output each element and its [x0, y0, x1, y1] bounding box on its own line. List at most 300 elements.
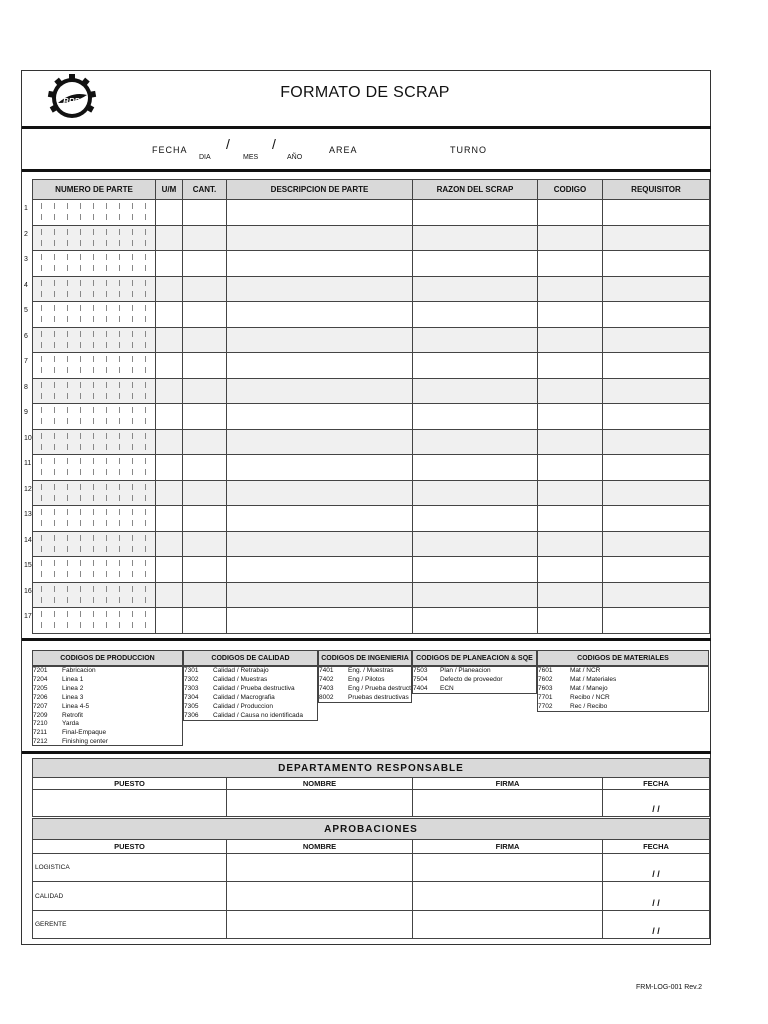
digit-box-tick — [119, 214, 120, 220]
digit-box-tick — [132, 560, 133, 566]
scrap-table-header — [33, 180, 710, 200]
cell-um[interactable] — [156, 455, 183, 481]
cell-codigo[interactable] — [538, 506, 603, 532]
cell-cant[interactable] — [183, 582, 227, 608]
digit-box-tick — [93, 291, 94, 297]
digit-box-tick — [145, 240, 146, 246]
digit-box-tick — [67, 546, 68, 552]
cell-um[interactable] — [156, 327, 183, 353]
col-um: U/M — [156, 180, 183, 200]
cell-um[interactable] — [156, 276, 183, 302]
code-label: Defecto de proveedor — [440, 675, 503, 683]
cell-um[interactable] — [156, 353, 183, 379]
cell-requisitor[interactable] — [603, 225, 710, 251]
cell-razon[interactable] — [413, 302, 538, 328]
col-cant: CANT. — [183, 180, 227, 200]
cell-codigo[interactable] — [538, 200, 603, 226]
digit-box-tick — [54, 458, 55, 464]
digit-box-tick — [106, 458, 107, 464]
digit-box-tick — [106, 407, 107, 413]
cell-razon[interactable] — [413, 327, 538, 353]
digit-box-tick — [80, 342, 81, 348]
cell-requisitor[interactable] — [603, 404, 710, 430]
digit-box-tick — [80, 571, 81, 577]
digit-box-tick — [119, 265, 120, 271]
apr-gerente-firma[interactable] — [413, 911, 603, 939]
cell-numero-parte[interactable] — [33, 429, 156, 455]
digit-box-tick — [54, 393, 55, 399]
digit-box-tick — [80, 291, 81, 297]
cell-numero-parte[interactable] — [33, 327, 156, 353]
digit-box-tick — [106, 546, 107, 552]
cell-cant[interactable] — [183, 429, 227, 455]
col-requisitor: REQUISITOR — [603, 180, 710, 200]
digit-box-tick — [67, 520, 68, 526]
cell-requisitor[interactable] — [603, 531, 710, 557]
row-number: 11 — [24, 460, 32, 467]
code-number: 7306 — [184, 711, 199, 719]
cell-descripcion[interactable] — [227, 225, 413, 251]
cell-descripcion[interactable] — [227, 455, 413, 481]
code-label: ECN — [440, 684, 454, 692]
cell-codigo[interactable] — [538, 582, 603, 608]
digit-box-tick — [80, 214, 81, 220]
cell-razon[interactable] — [413, 506, 538, 532]
cell-cant[interactable] — [183, 455, 227, 481]
cell-descripcion[interactable] — [227, 531, 413, 557]
digit-box-tick — [119, 444, 120, 450]
digit-box-tick — [93, 495, 94, 501]
digit-box-tick — [119, 331, 120, 337]
apr-calidad-nombre[interactable] — [227, 882, 413, 911]
digit-box-tick — [106, 622, 107, 628]
digit-box-tick — [54, 229, 55, 235]
cell-numero-parte[interactable] — [33, 353, 156, 379]
code-label: Finishing center — [62, 738, 108, 746]
digit-box-tick — [132, 484, 133, 490]
digit-box-tick — [80, 407, 81, 413]
digit-box-tick — [93, 597, 94, 603]
digit-box-tick — [145, 433, 146, 439]
digit-box-tick — [41, 611, 42, 617]
digit-box-tick — [80, 240, 81, 246]
digit-box-tick — [119, 520, 120, 526]
cell-descripcion[interactable] — [227, 327, 413, 353]
digit-box-tick — [119, 316, 120, 322]
cell-descripcion[interactable] — [227, 302, 413, 328]
digit-box-tick — [54, 291, 55, 297]
digit-box-tick — [80, 509, 81, 515]
cell-requisitor[interactable] — [603, 378, 710, 404]
digit-box-tick — [145, 571, 146, 577]
cell-descripcion[interactable] — [227, 276, 413, 302]
digit-box-tick — [41, 433, 42, 439]
cell-codigo[interactable] — [538, 327, 603, 353]
cell-um[interactable] — [156, 225, 183, 251]
apr-gerente-fecha[interactable]: / / — [603, 911, 710, 939]
digit-box-tick — [54, 316, 55, 322]
cell-razon[interactable] — [413, 200, 538, 226]
cell-numero-parte[interactable] — [33, 302, 156, 328]
digit-box-tick — [41, 367, 42, 373]
cell-um[interactable] — [156, 302, 183, 328]
digit-box-tick — [93, 622, 94, 628]
cell-razon[interactable] — [413, 455, 538, 481]
cell-razon[interactable] — [413, 225, 538, 251]
digit-box-tick — [106, 356, 107, 362]
digit-box-tick — [132, 342, 133, 348]
code-label: Calidad / Prueba destructiva — [213, 684, 295, 692]
digit-box-tick — [54, 305, 55, 311]
cell-numero-parte[interactable] — [33, 557, 156, 583]
cell-numero-parte[interactable] — [33, 378, 156, 404]
dept-firma-field[interactable] — [413, 790, 603, 817]
cell-descripcion[interactable] — [227, 378, 413, 404]
digit-box-tick — [145, 316, 146, 322]
digit-box-tick — [119, 342, 120, 348]
cell-codigo[interactable] — [538, 455, 603, 481]
digit-box-tick — [93, 382, 94, 388]
digit-box-tick — [132, 203, 133, 209]
cell-um[interactable] — [156, 582, 183, 608]
row-number: 6 — [24, 332, 28, 340]
cell-codigo[interactable] — [538, 251, 603, 277]
cell-cant[interactable] — [183, 404, 227, 430]
cell-numero-parte[interactable] — [33, 582, 156, 608]
cell-descripcion[interactable] — [227, 251, 413, 277]
code-number: 7401 — [319, 667, 334, 674]
cell-codigo[interactable] — [538, 608, 603, 634]
digit-box-tick — [41, 546, 42, 552]
digit-box-tick — [132, 382, 133, 388]
cell-numero-parte[interactable] — [33, 251, 156, 277]
digit-box-tick — [67, 214, 68, 220]
cell-descripcion[interactable] — [227, 506, 413, 532]
digit-box-tick — [132, 571, 133, 577]
digit-box-tick — [80, 546, 81, 552]
cell-descripcion[interactable] — [227, 557, 413, 583]
cell-cant[interactable] — [183, 506, 227, 532]
digit-box-tick — [67, 458, 68, 464]
departamento-title: DEPARTAMENTO RESPONSABLE — [33, 759, 710, 778]
cell-um[interactable] — [156, 429, 183, 455]
digit-box-tick — [106, 291, 107, 297]
cell-razon[interactable] — [413, 353, 538, 379]
cell-requisitor[interactable] — [603, 608, 710, 634]
cell-cant[interactable] — [183, 302, 227, 328]
apr-logistica-firma[interactable] — [413, 854, 603, 882]
cell-cant[interactable] — [183, 225, 227, 251]
apr-logistica-fecha[interactable]: / / — [603, 854, 710, 882]
code-label: Mat / Manejo — [570, 684, 608, 692]
cell-um[interactable] — [156, 200, 183, 226]
apr-calidad-firma[interactable] — [413, 882, 603, 911]
apr-calidad-fecha[interactable]: / / — [603, 882, 710, 911]
digit-box-tick — [106, 520, 107, 526]
digit-box-tick — [41, 382, 42, 388]
digit-box-tick — [41, 520, 42, 526]
apr-logistica-nombre[interactable] — [227, 854, 413, 882]
cell-cant[interactable] — [183, 251, 227, 277]
cell-numero-parte[interactable] — [33, 506, 156, 532]
code-label: Eng / Pilotos — [348, 675, 385, 683]
digit-box-tick — [106, 265, 107, 271]
cell-cant[interactable] — [183, 480, 227, 506]
digit-box-tick — [119, 509, 120, 515]
dia-label: DIA — [199, 154, 211, 161]
cell-numero-parte[interactable] — [33, 455, 156, 481]
code-number: 7503 — [413, 667, 428, 674]
cell-cant[interactable] — [183, 378, 227, 404]
digit-box-tick — [80, 331, 81, 337]
digit-box-tick — [41, 407, 42, 413]
table-row — [33, 200, 710, 226]
row-number: 2 — [24, 230, 28, 238]
page-title: FORMATO DE SCRAP — [280, 84, 450, 101]
cell-requisitor[interactable] — [603, 429, 710, 455]
digit-box-tick — [145, 495, 146, 501]
digit-box-tick — [106, 240, 107, 246]
cell-razon[interactable] — [413, 480, 538, 506]
code-label: Linea 1 — [62, 675, 84, 683]
digit-box-tick — [93, 356, 94, 362]
digit-box-tick — [145, 214, 146, 220]
cell-cant[interactable] — [183, 327, 227, 353]
digit-box-tick — [67, 495, 68, 501]
digit-box-tick — [67, 382, 68, 388]
cell-codigo[interactable] — [538, 225, 603, 251]
digit-box-tick — [41, 469, 42, 475]
digit-box-tick — [93, 535, 94, 541]
cell-requisitor[interactable] — [603, 302, 710, 328]
digit-box-tick — [93, 433, 94, 439]
digit-box-tick — [67, 254, 68, 260]
digit-box-tick — [119, 407, 120, 413]
cell-cant[interactable] — [183, 276, 227, 302]
cell-codigo[interactable] — [538, 429, 603, 455]
cell-codigo[interactable] — [538, 378, 603, 404]
dept-fecha-field[interactable]: / / — [603, 790, 710, 817]
digit-box-tick — [67, 280, 68, 286]
digit-box-tick — [119, 356, 120, 362]
table-row — [33, 378, 710, 404]
cell-codigo[interactable] — [538, 276, 603, 302]
code-number: 7403 — [319, 684, 334, 692]
digit-box-tick — [132, 444, 133, 450]
cell-descripcion[interactable] — [227, 404, 413, 430]
cell-cant[interactable] — [183, 608, 227, 634]
row-number: 15 — [24, 562, 32, 569]
digit-box-tick — [145, 291, 146, 297]
cell-um[interactable] — [156, 557, 183, 583]
digit-box-tick — [119, 203, 120, 209]
digit-box-tick — [145, 546, 146, 552]
apr-gerente-nombre[interactable] — [227, 911, 413, 939]
cell-requisitor[interactable] — [603, 200, 710, 226]
digit-box-tick — [145, 535, 146, 541]
cell-requisitor[interactable] — [603, 557, 710, 583]
cell-codigo[interactable] — [538, 404, 603, 430]
cell-requisitor[interactable] — [603, 480, 710, 506]
cell-codigo[interactable] — [538, 480, 603, 506]
cell-numero-parte[interactable] — [33, 404, 156, 430]
digit-box-tick — [41, 393, 42, 399]
digit-box-tick — [41, 291, 42, 297]
digit-box-tick — [54, 535, 55, 541]
row-number: 1 — [24, 205, 28, 212]
digit-box-tick — [106, 433, 107, 439]
digit-box-tick — [41, 495, 42, 501]
cell-um[interactable] — [156, 506, 183, 532]
brp-logo — [47, 73, 97, 121]
digit-box-tick — [54, 203, 55, 209]
cell-descripcion[interactable] — [227, 480, 413, 506]
digit-box-tick — [54, 611, 55, 617]
cell-codigo[interactable] — [538, 557, 603, 583]
cell-codigo[interactable] — [538, 302, 603, 328]
digit-box-tick — [67, 393, 68, 399]
digit-box-tick — [41, 229, 42, 235]
cell-numero-parte[interactable] — [33, 276, 156, 302]
row-number: 5 — [24, 307, 28, 314]
digit-box-tick — [41, 254, 42, 260]
cell-numero-parte[interactable] — [33, 200, 156, 226]
code-number: 7504 — [413, 675, 428, 683]
code-number: 7402 — [319, 675, 334, 683]
cell-requisitor[interactable] — [603, 582, 710, 608]
digit-box-tick — [93, 407, 94, 413]
cell-razon[interactable] — [413, 582, 538, 608]
cell-requisitor[interactable] — [603, 353, 710, 379]
cell-numero-parte[interactable] — [33, 480, 156, 506]
cell-requisitor[interactable] — [603, 276, 710, 302]
cell-razon[interactable] — [413, 557, 538, 583]
cell-um[interactable] — [156, 404, 183, 430]
table-row — [33, 429, 710, 455]
code-label: Linea 3 — [62, 693, 84, 701]
cell-cant[interactable] — [183, 531, 227, 557]
digit-box-tick — [93, 484, 94, 490]
brp-logo-text: BRP — [63, 97, 80, 106]
digit-box-tick — [119, 484, 120, 490]
code-number: 7210 — [33, 720, 48, 728]
table-row — [33, 455, 710, 481]
digit-box-tick — [106, 367, 107, 373]
cell-codigo[interactable] — [538, 531, 603, 557]
cell-cant[interactable] — [183, 200, 227, 226]
code-number: 7701 — [538, 693, 553, 701]
cell-razon[interactable] — [413, 608, 538, 634]
code-label: Fabricacion — [62, 667, 96, 674]
cell-um[interactable] — [156, 531, 183, 557]
cell-descripcion[interactable] — [227, 429, 413, 455]
cell-um[interactable] — [156, 608, 183, 634]
apr-row-logistica: LOGISTICA — [33, 854, 227, 882]
cell-cant[interactable] — [183, 353, 227, 379]
cell-razon[interactable] — [413, 404, 538, 430]
cell-codigo[interactable] — [538, 353, 603, 379]
digit-box-tick — [54, 407, 55, 413]
code-number: 7207 — [33, 702, 48, 710]
digit-box-tick — [54, 280, 55, 286]
cell-razon[interactable] — [413, 251, 538, 277]
digit-box-tick — [132, 535, 133, 541]
cell-razon[interactable] — [413, 378, 538, 404]
apr-col-nombre: NOMBRE — [227, 840, 413, 854]
digit-box-tick — [145, 520, 146, 526]
cell-razon[interactable] — [413, 531, 538, 557]
cell-numero-parte[interactable] — [33, 608, 156, 634]
code-number: 7206 — [33, 693, 48, 701]
row-number: 9 — [24, 409, 28, 416]
cell-cant[interactable] — [183, 557, 227, 583]
cell-um[interactable] — [156, 378, 183, 404]
digit-box-tick — [67, 305, 68, 311]
cell-requisitor[interactable] — [603, 506, 710, 532]
cell-descripcion[interactable] — [227, 582, 413, 608]
digit-box-tick — [93, 229, 94, 235]
digit-box-tick — [54, 254, 55, 260]
code-number: 7201 — [33, 667, 48, 674]
digit-box-tick — [67, 469, 68, 475]
digit-box-tick — [132, 418, 133, 424]
code-number: 7302 — [184, 675, 199, 683]
digit-box-tick — [41, 265, 42, 271]
digit-box-tick — [132, 331, 133, 337]
table-row — [33, 404, 710, 430]
digit-box-tick — [41, 484, 42, 490]
cell-descripcion[interactable] — [227, 200, 413, 226]
digit-box-tick — [80, 586, 81, 592]
digit-box-tick — [67, 407, 68, 413]
dept-nombre-field[interactable] — [227, 790, 413, 817]
row-number: 4 — [24, 281, 28, 289]
cell-descripcion[interactable] — [227, 353, 413, 379]
digit-box-tick — [119, 393, 120, 399]
cell-numero-parte[interactable] — [33, 531, 156, 557]
code-number: 7702 — [538, 702, 553, 710]
digit-box-tick — [80, 560, 81, 566]
cell-um[interactable] — [156, 480, 183, 506]
dept-puesto-field[interactable] — [33, 790, 227, 817]
cell-razon[interactable] — [413, 276, 538, 302]
cell-um[interactable] — [156, 251, 183, 277]
digit-box-tick — [106, 331, 107, 337]
digit-box-tick — [106, 418, 107, 424]
cell-razon[interactable] — [413, 429, 538, 455]
cell-descripcion[interactable] — [227, 608, 413, 634]
digit-box-tick — [93, 342, 94, 348]
digit-box-tick — [119, 611, 120, 617]
cell-numero-parte[interactable] — [33, 225, 156, 251]
digit-box-tick — [67, 203, 68, 209]
code-label: Calidad / Muestras — [213, 675, 268, 683]
digit-box-tick — [106, 214, 107, 220]
date-slash-1: / — [226, 136, 230, 152]
digit-box-tick — [80, 597, 81, 603]
codes-calidad-title: CODIGOS DE CALIDAD — [183, 650, 318, 666]
digit-box-tick — [93, 546, 94, 552]
digit-box-tick — [80, 520, 81, 526]
digit-box-tick — [106, 560, 107, 566]
cell-requisitor[interactable] — [603, 251, 710, 277]
digit-box-tick — [132, 291, 133, 297]
digit-box-tick — [54, 367, 55, 373]
digit-box-tick — [106, 342, 107, 348]
cell-requisitor[interactable] — [603, 455, 710, 481]
cell-requisitor[interactable] — [603, 327, 710, 353]
digit-box-tick — [145, 622, 146, 628]
